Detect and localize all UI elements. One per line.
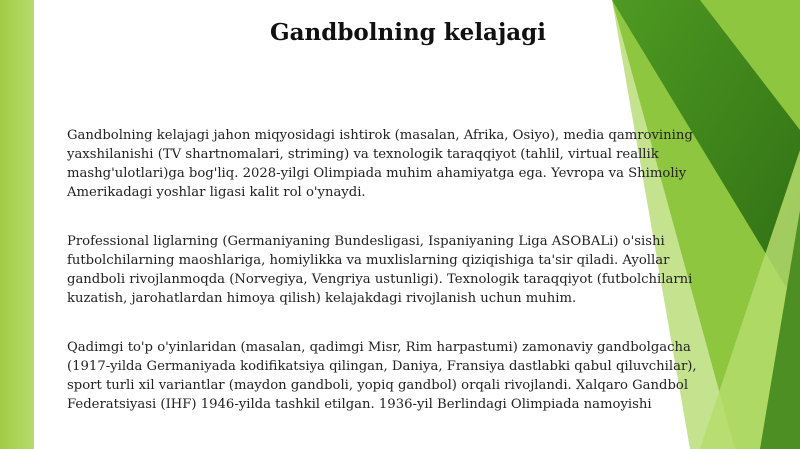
paragraph-line: kuzatish, jarohatlardan himoya qilish) kelajakdagi rivojlanish uchun muhim.: [67, 291, 577, 306]
paragraph-line: (1917-yilda Germaniyada kodifikatsiya qilingan, Daniya, Fransiya dastlabki qabul qiluvchilar),: [67, 359, 697, 374]
paragraph-line: Qadimgi to'p o'yinlaridan (masalan, qadimgi Misr, Rim harpastumi) zamonaviy gandbolgacha: [67, 340, 691, 355]
paragraph-line: Federatsiyasi (IHF) 1946-yilda tashkil etilgan. 1936-yil Berlindagi Olimpiada namoyishi: [67, 397, 652, 412]
paragraph-line: Professional liglarning (Germaniyaning Bundesligasi, Ispaniyaning Liga ASOBALi) o'sishi: [67, 234, 665, 249]
paragraph-2: [67, 232, 767, 308]
paragraph-line: gandboli rivojlanmoqda (Norvegiya, Vengriya ustunligi). Texnologik taraqqiyot (futbolchilarni: [67, 272, 693, 287]
paragraph-line: sport turli xil variantlar (maydon gandboli, yopiq gandbol) orqali rivojlandi. Xalqaro Gandbol: [67, 378, 689, 393]
paragraph-line: futbolchilarning maoshlariga, homiylikka va muxlislarning qiziqishiga ta'sir qiladi. Ayollar: [67, 253, 670, 268]
paragraph-line: mashg'ulotlari)ga bog'liq. 2028-yilgi Olimpiada muhim ahamiyatga ega. Yevropa va Shimoliy: [67, 166, 687, 181]
paragraph-line: Gandbolning kelajagi jahon miqyosidagi ishtirok (masalan, Afrika, Osiyo), media qamrovining: [67, 128, 693, 143]
paragraph-1: [67, 126, 767, 202]
slide-title: Gandbolning kelajagi: [269, 19, 547, 46]
paragraph-3: [67, 338, 767, 414]
paragraph-line: Amerikadagi yoshlar ligasi kalit rol o'ynaydi.: [67, 185, 366, 200]
paragraph-line: yaxshilanishi (TV shartnomalari, striming) va texnologik taraqqiyot (tahlil, virtual reallik: [67, 147, 659, 162]
slide-body: [67, 126, 767, 444]
